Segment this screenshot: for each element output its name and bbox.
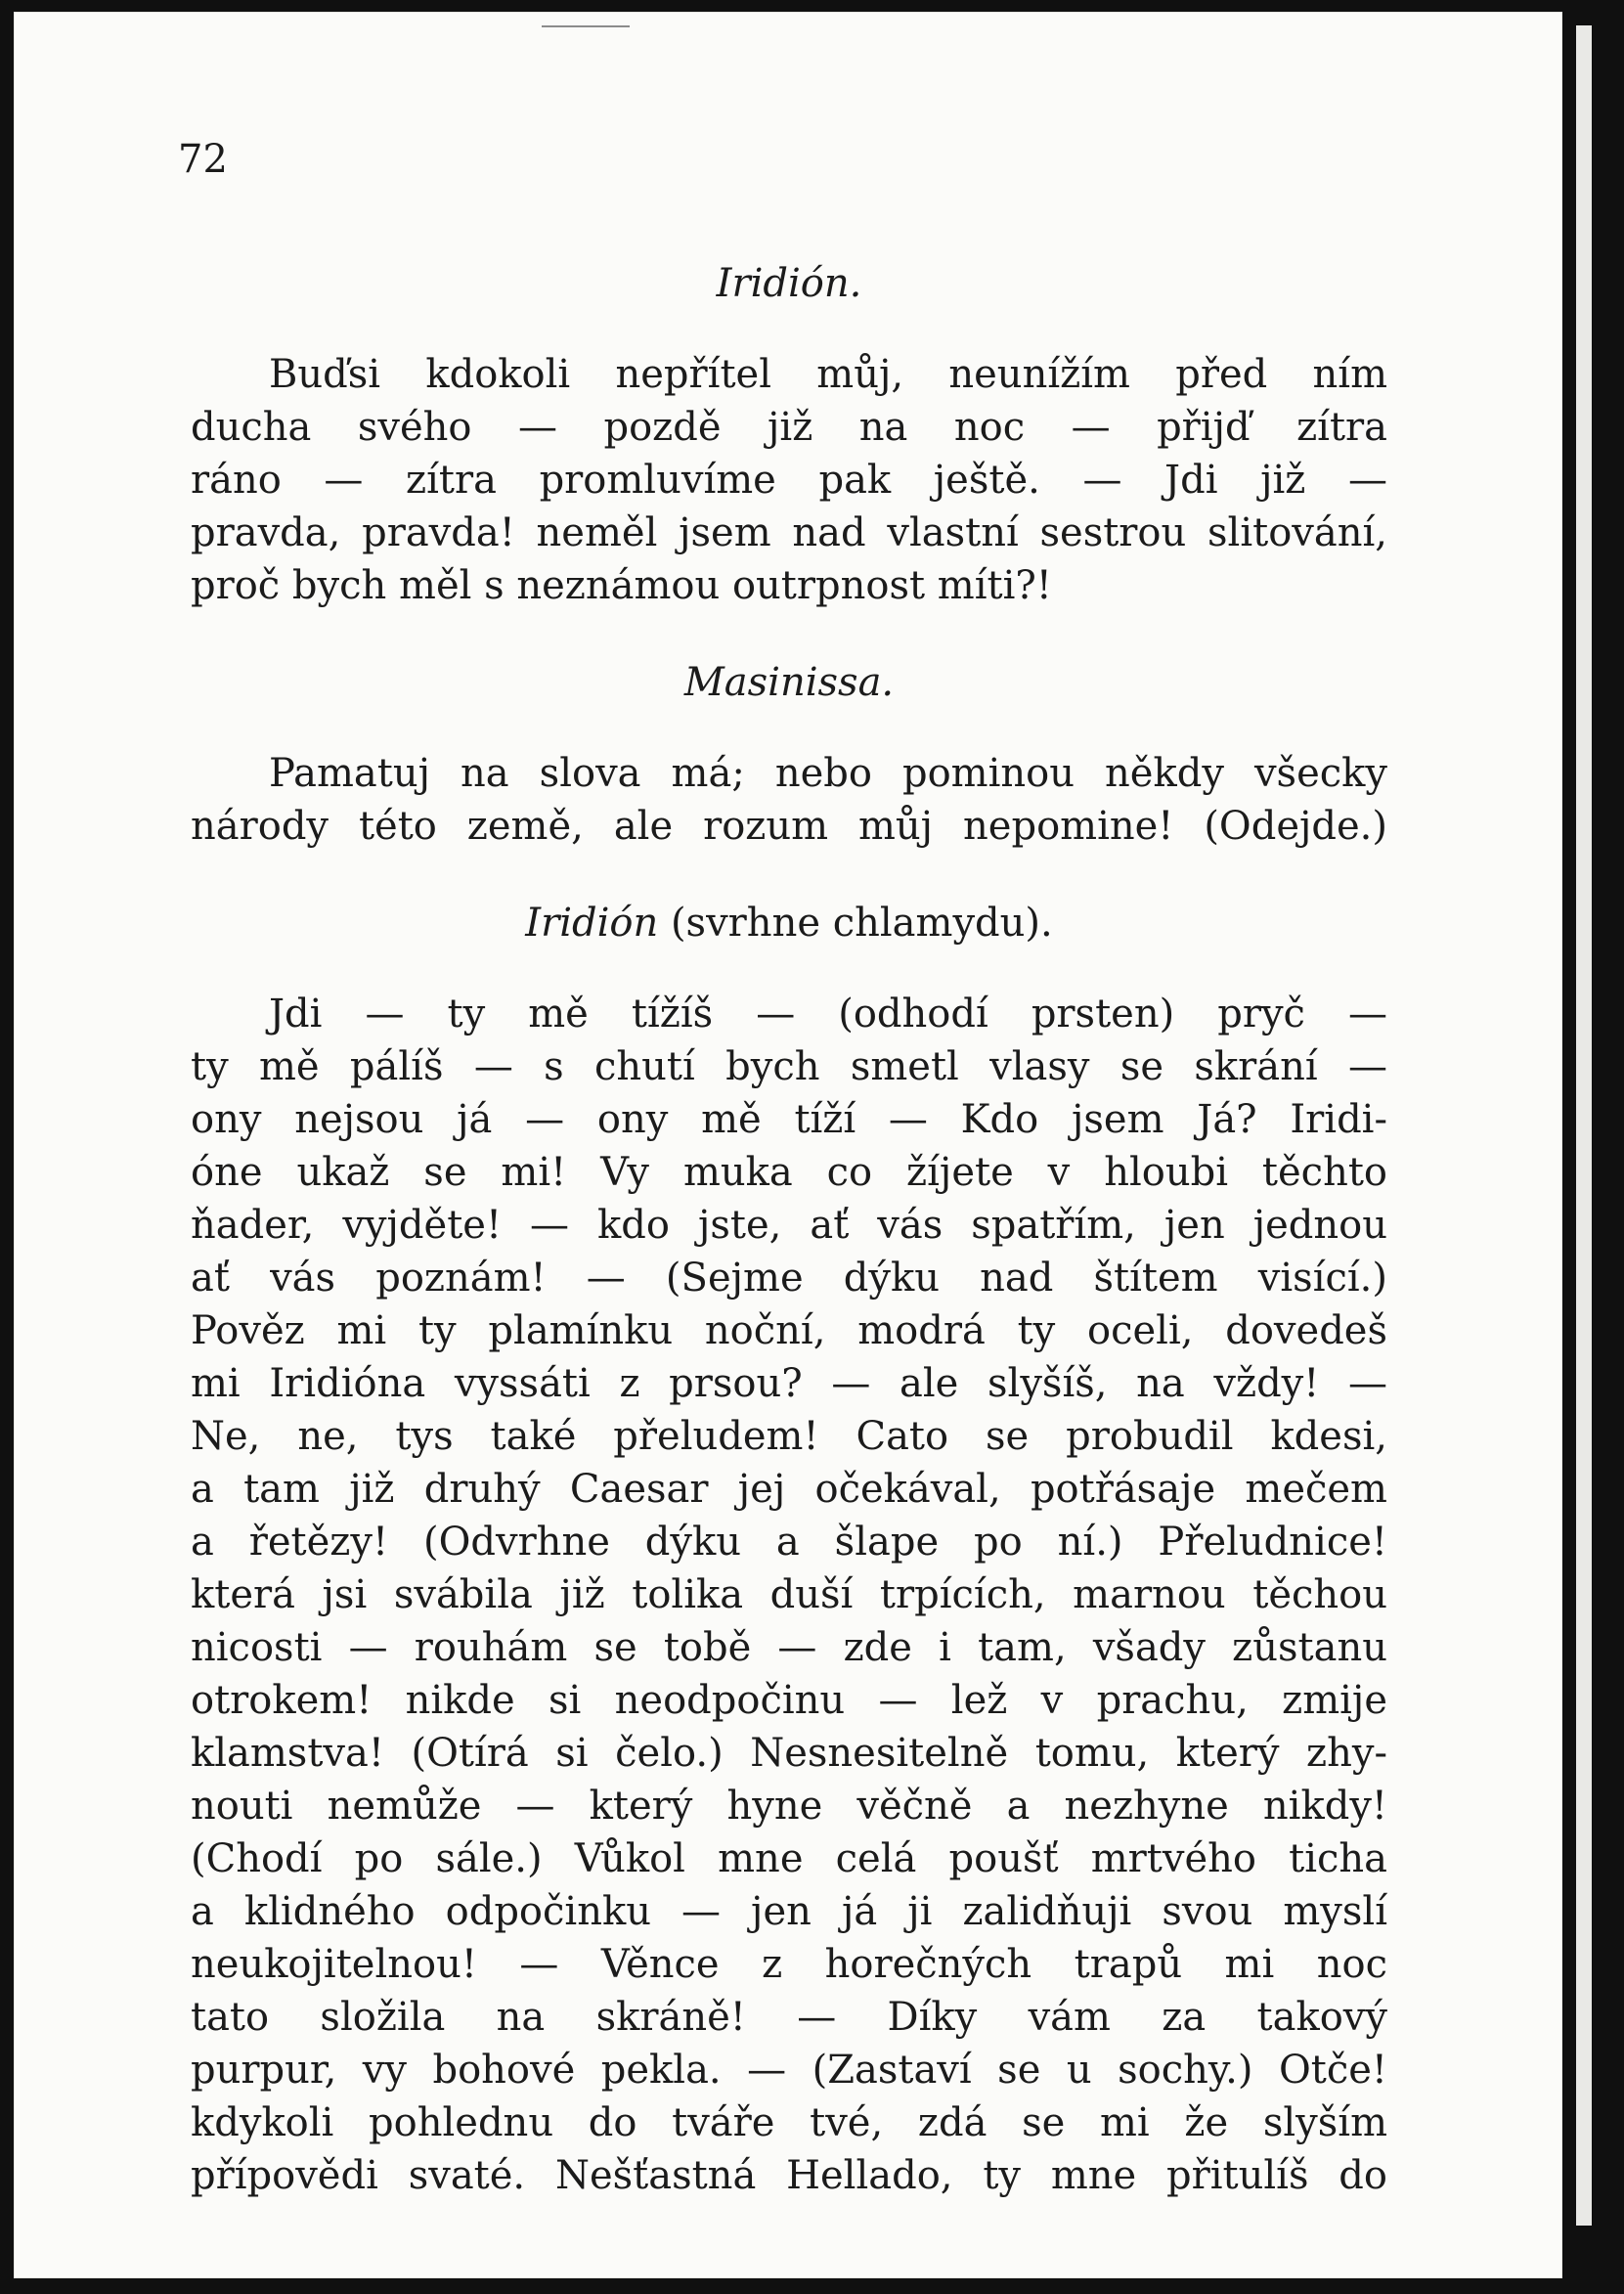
speaker-heading: Iridión. xyxy=(716,261,862,306)
text-line: óne ukaž se mi! Vy muka co žíjete v hloubi těchto xyxy=(191,1150,1387,1195)
speaker-heading xyxy=(191,894,1387,952)
text-line: ony nejsou já — ony mě tíží — Kdo jsem Já? Iridi- xyxy=(191,1097,1387,1142)
text-line: národy této země, ale rozum můj nepomine! (Odejde.) xyxy=(191,804,1387,849)
text-line: Pamatuj na slova má; nebo pominou někdy všecky xyxy=(269,751,1387,796)
text-line: kdykoli pohlednu do tváře tvé, zdá se mi že slyším xyxy=(191,2100,1387,2145)
text-line: Buďsi kdokoli nepřítel můj, neunížím před ním xyxy=(269,352,1387,397)
text-line: ráno — zítra promluvíme pak ještě. — Jdi již — xyxy=(191,458,1387,503)
text-line: Jdi — ty mě tížíš — (odhodí prsten) pryč — xyxy=(269,992,1387,1037)
speaker-name: Iridión xyxy=(525,901,659,946)
text-line: a řetězy! (Odvrhne dýku a šlape po ní.) Přeludnice! xyxy=(191,1520,1387,1565)
page-number: 72 xyxy=(178,137,228,182)
dialogue-paragraph xyxy=(191,348,1387,612)
book-page xyxy=(14,12,1562,2278)
text-line: která jsi svábila již tolika duší trpících, marnou těchou xyxy=(191,1572,1387,1617)
text-line: nouti nemůže — který hyne věčně a nezhyne nikdy! xyxy=(191,1784,1387,1829)
dialogue-paragraph xyxy=(191,747,1387,853)
text-line: (Chodí po sále.) Vůkol mne celá poušť mrtvého ticha xyxy=(191,1836,1387,1881)
text-line: přípovědi svaté. Nešťastná Hellado, ty mne přitulíš do xyxy=(191,2153,1387,2198)
adjacent-page-edge xyxy=(1576,25,1592,2226)
text-line: otrokem! nikde si neodpočinu — lež v prachu, zmije xyxy=(191,1678,1387,1723)
text-line: proč bych měl s neznámou outrpnost míti?! xyxy=(191,563,1052,608)
dialogue-paragraph xyxy=(191,988,1387,2202)
speaker-heading: Masinissa. xyxy=(683,660,895,705)
text-line: a tam již druhý Caesar jej očekával, potřásaje mečem xyxy=(191,1467,1387,1512)
scan-mark xyxy=(542,25,630,27)
text-line: pravda, pravda! neměl jsem nad vlastní sestrou slitování, xyxy=(191,510,1387,555)
text-line: purpur, vy bohové pekla. — (Zastaví se u sochy.) Otče! xyxy=(191,2048,1387,2093)
stage-direction: (svrhne chlamydu). xyxy=(670,901,1053,946)
text-line: a klidného odpočinku — jen já ji zalidňuji svou myslí xyxy=(191,1889,1387,1934)
text-line: ty mě pálíš — s chutí bych smetl vlasy se skrání — xyxy=(191,1044,1387,1089)
text-line: neukojitelnou! — Věnce z horečných trapů mi noc xyxy=(191,1942,1387,1987)
text-line: Ne, ne, tys také přeludem! Cato se probudil kdesi, xyxy=(191,1414,1387,1459)
text-line: tato složila na skráně! — Díky vám za takový xyxy=(191,1995,1387,2040)
text-line: nicosti — rouhám se tobě — zde i tam, všady zůstanu xyxy=(191,1625,1387,1670)
page-text xyxy=(191,254,1387,2202)
text-line: ať vás poznám! — (Sejme dýku nad štítem visící.) xyxy=(191,1256,1387,1301)
text-line: Pověz mi ty plamínku noční, modrá ty oceli, dovedeš xyxy=(191,1308,1387,1353)
text-line: ducha svého — pozdě již na noc — přijď zítra xyxy=(191,405,1387,450)
text-line: klamstva! (Otírá si čelo.) Nesnesitelně tomu, který zhy- xyxy=(191,1731,1387,1776)
text-line: mi Iridióna vyssáti z prsou? — ale slyšíš, na vždy! — xyxy=(191,1361,1387,1406)
text-line: ňader, vyjděte! — kdo jste, ať vás spatřím, jen jednou xyxy=(191,1203,1387,1248)
